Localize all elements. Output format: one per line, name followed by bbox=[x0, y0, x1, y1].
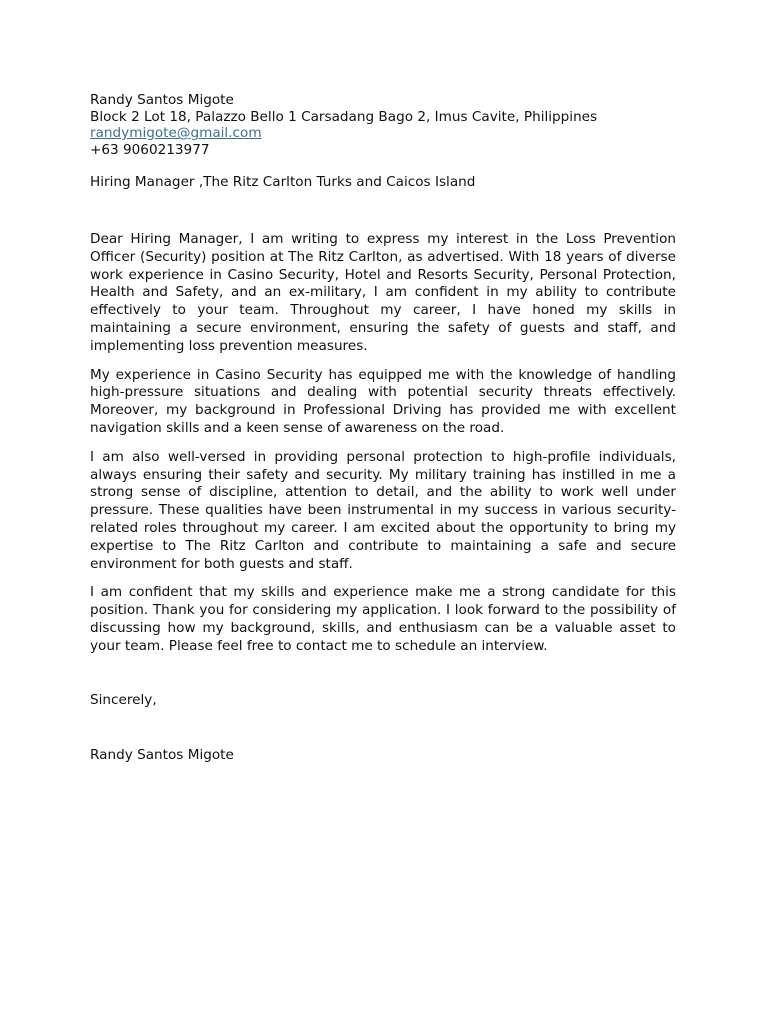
paragraph-4: I am confident that my skills and experience make me a strong candidate for this position. Thank you for considering my application. I look forward to the possibility of discussing how my background, skills, and enthusiasm can be a valuable asset to your team. Please feel free to contact me to schedule an interview. bbox=[90, 584, 676, 654]
letter bbox=[90, 92, 676, 764]
sender-name: Randy Santos Migote bbox=[90, 92, 234, 108]
paragraph-3: I am also well-versed in providing personal protection to high-profile individuals, always ensuring their safety and security. My military training has instilled in me a strong sense of discipline, attention to detail, and the ability to work well under pressure. These qualities have been instrumental in my success in various security-related roles throughout my career. I am excited about the opportunity to bring my expertise to The Ritz Carlton and contribute to maintaining a safe and secure environment for both guests and staff. bbox=[90, 448, 676, 572]
recipient-line: Hiring Manager ,The Ritz Carlton Turks and Caicos Island bbox=[90, 174, 476, 191]
letter-body bbox=[90, 231, 676, 656]
sender-address: Block 2 Lot 18, Palazzo Bello 1 Carsadang Bago 2, Imus Cavite, Philippines bbox=[90, 108, 598, 125]
sender-block bbox=[90, 92, 676, 158]
closing: Sincerely, bbox=[90, 691, 157, 708]
sender-phone: +63 9060213977 bbox=[90, 141, 210, 158]
signature-name: Randy Santos Migote bbox=[90, 747, 234, 764]
paragraph-1: Dear Hiring Manager, I am writing to express my interest in the Loss Prevention Officer (Security) position at The Ritz Carlton, as advertised. With 18 years of diverse work experience in Casino Security, Hotel and Resorts Security, Personal Protection, Health and Safety, and an ex-military, I am confident in my ability to contribute effectively to your team. Throughout my career, I have honed my skills in maintaining a secure environment, ensuring the safety of guests and staff, and implementing loss prevention measures. bbox=[90, 230, 676, 354]
sender-email-link[interactable]: randymigote@gmail.com bbox=[90, 125, 262, 142]
paragraph-2: My experience in Casino Security has equipped me with the knowledge of handling high-pressure situations and dealing with potential security threats effectively. Moreover, my background in Professional Driving has provided me with excellent navigation skills and a keen sense of awareness on the road. bbox=[90, 366, 676, 436]
